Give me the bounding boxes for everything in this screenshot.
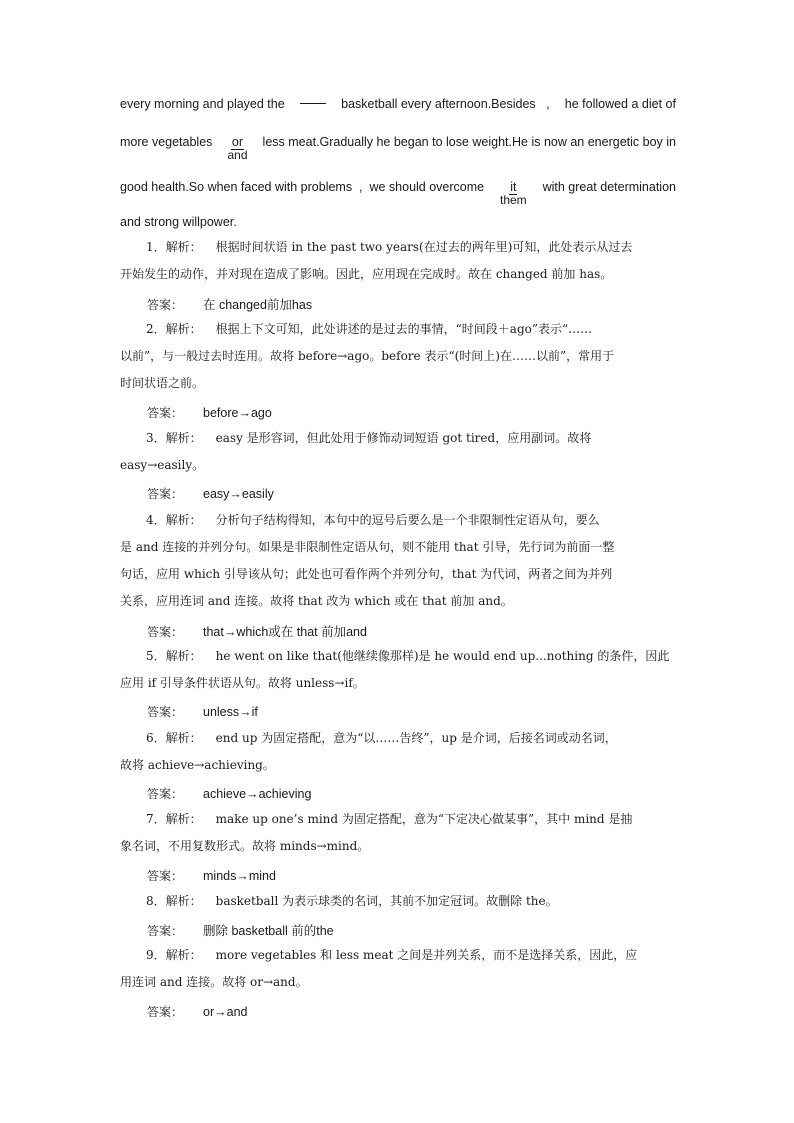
answer-row-9: [147, 1003, 247, 1020]
answer-row-2: [147, 404, 272, 421]
explanation-item-1: [120, 234, 676, 288]
corrected-word-old: or: [231, 135, 244, 149]
analysis-text: he went on like that(他继续像那样)是 he would end up...nothing 的条件，因此: [215, 649, 670, 663]
answer-row-7: [147, 867, 276, 884]
analysis-text: easy→easily。: [120, 458, 205, 472]
analysis-text: 根据上下文可知，此处讲述的是过去的事情，“时间段＋ago”表示“……: [215, 322, 593, 336]
answer-row-5: [147, 703, 258, 720]
analysis-label: 解析：: [165, 894, 202, 908]
answer-value: before→ago: [203, 406, 272, 420]
analysis-text: 分析句子结构得知，本句中的逗号后要么是一个非限制性定语从句，要么: [215, 513, 600, 527]
passage-line-1: [120, 97, 676, 111]
answer-row-4: [147, 622, 367, 640]
item-number: 6．: [146, 731, 166, 745]
item-number: 7．: [146, 812, 166, 826]
correction-mark: [227, 135, 248, 162]
passage-line-3: [120, 180, 676, 207]
answer-label: 答案：: [147, 625, 184, 639]
analysis-text: make up one’s mind 为固定搭配，意为“下定决心做某事”，其中 mind 是抽: [215, 812, 633, 826]
explanation-item-8: [120, 888, 676, 915]
answer-value: 删除 basketball 前的the: [203, 924, 334, 938]
item-number: 3．: [146, 431, 166, 445]
item-number: 1．: [146, 240, 166, 254]
answer-value: easy→easily: [203, 487, 274, 501]
analysis-text: 用连词 and 连接。故将 or→and。: [120, 975, 308, 989]
explanation-item-9: [120, 942, 676, 996]
item-number: 8．: [146, 894, 166, 908]
analysis-text: 是 and 连接的并列分句。如果是非限制性定语从句，则不能用 that 引导，先行词为前面一整: [120, 540, 615, 554]
answer-label: 答案：: [147, 705, 184, 719]
answer-label: 答案：: [147, 406, 184, 420]
analysis-text: 象名词，不用复数形式。故将 minds→mind。: [120, 839, 370, 853]
deletion-mark: [300, 103, 326, 104]
analysis-text: easy 是形容词，但此处用于修饰动词短语 got tired，应用副词。故将: [215, 431, 592, 445]
answer-row-8: [147, 921, 334, 939]
answer-label: 答案：: [147, 787, 184, 801]
analysis-text: 开始发生的动作，并对现在造成了影响。因此，应用现在完成时。故在 changed 前加 has。: [120, 267, 613, 281]
analysis-text: more vegetables 和 less meat 之间是并列关系，而不是选择关系，因此，应: [215, 948, 638, 962]
analysis-text: 句话，应用 which 引导该从句；此处也可看作两个并列分句，that 为代词，两者之间为并列: [120, 567, 613, 581]
answer-row-1: [147, 295, 312, 313]
analysis-label: 解析：: [165, 322, 202, 336]
analysis-text: 以前”，与一般过去时连用。故将 before→ago。before 表示“(时间上)在……以前”，常用于: [120, 349, 615, 363]
analysis-label: 解析：: [165, 812, 202, 826]
item-number: 9．: [146, 948, 166, 962]
analysis-text: 故将 achieve→achieving。: [120, 758, 275, 772]
answer-row-6: [147, 785, 311, 802]
explanation-item-7: [120, 806, 676, 860]
passage-text: good health.So when faced with problems , we should overcome: [120, 180, 485, 194]
answer-value: or→and: [203, 1005, 248, 1019]
item-number: 2．: [146, 322, 166, 336]
correction-mark: [500, 180, 527, 207]
answer-value: 在 changed前加has: [203, 298, 313, 312]
answer-label: 答案：: [147, 298, 184, 312]
answer-label: 答案：: [147, 869, 184, 883]
explanation-item-3: [120, 425, 676, 479]
analysis-text: 根据时间状语 in the past two years(在过去的两年里)可知，此处表示从过去: [215, 240, 633, 254]
analysis-label: 解析：: [165, 731, 202, 745]
answer-value: achieve→achieving: [203, 787, 312, 801]
item-number: 4．: [146, 513, 166, 527]
analysis-label: 解析：: [165, 649, 202, 663]
passage-line-2: [120, 135, 676, 162]
answer-value: unless→if: [203, 705, 258, 719]
answer-label: 答案：: [147, 924, 184, 938]
analysis-label: 解析：: [165, 948, 202, 962]
answer-row-3: [147, 485, 274, 502]
answer-label: 答案：: [147, 487, 184, 501]
passage-line-4: and strong willpower.: [120, 215, 237, 229]
analysis-text: basketball 为表示球类的名词，其前不加定冠词。故删除 the。: [215, 894, 558, 908]
analysis-text: end up 为固定搭配，意为“以……告终”，up 是介词，后接名词或动名词，: [215, 731, 617, 745]
answer-value: that→which或在 that 前加and: [203, 625, 367, 639]
corrected-word-new: and: [227, 148, 248, 162]
answer-value: minds→mind: [203, 869, 276, 883]
passage-text: more vegetables: [120, 135, 213, 149]
passage-text: he followed a diet of: [564, 97, 676, 111]
explanation-item-2: [120, 316, 676, 397]
analysis-label: 解析：: [165, 240, 202, 254]
explanation-item-5: [120, 643, 676, 697]
analysis-label: 解析：: [165, 513, 202, 527]
item-number: 5．: [146, 649, 166, 663]
passage-text: basketball every afternoon.Besides ,: [341, 97, 550, 111]
passage-text: less meat.Gradually he began to lose weight.He is now an energetic boy in: [262, 135, 676, 149]
passage-text: every morning and played the: [120, 97, 285, 111]
answer-label: 答案：: [147, 1005, 184, 1019]
analysis-text: 时间状语之前。: [120, 376, 205, 390]
explanation-item-4: [120, 507, 676, 615]
corrected-word-old: it: [510, 180, 517, 194]
corrected-word-new: them: [500, 193, 527, 207]
passage-text: with great determination: [542, 180, 676, 194]
explanation-item-6: [120, 725, 676, 779]
analysis-text: 关系，应用连词 and 连接。故将 that 改为 which 或在 that 前加 and。: [120, 594, 513, 608]
analysis-text: 应用 if 引导条件状语从句。故将 unless→if。: [120, 676, 365, 690]
analysis-label: 解析：: [165, 431, 202, 445]
